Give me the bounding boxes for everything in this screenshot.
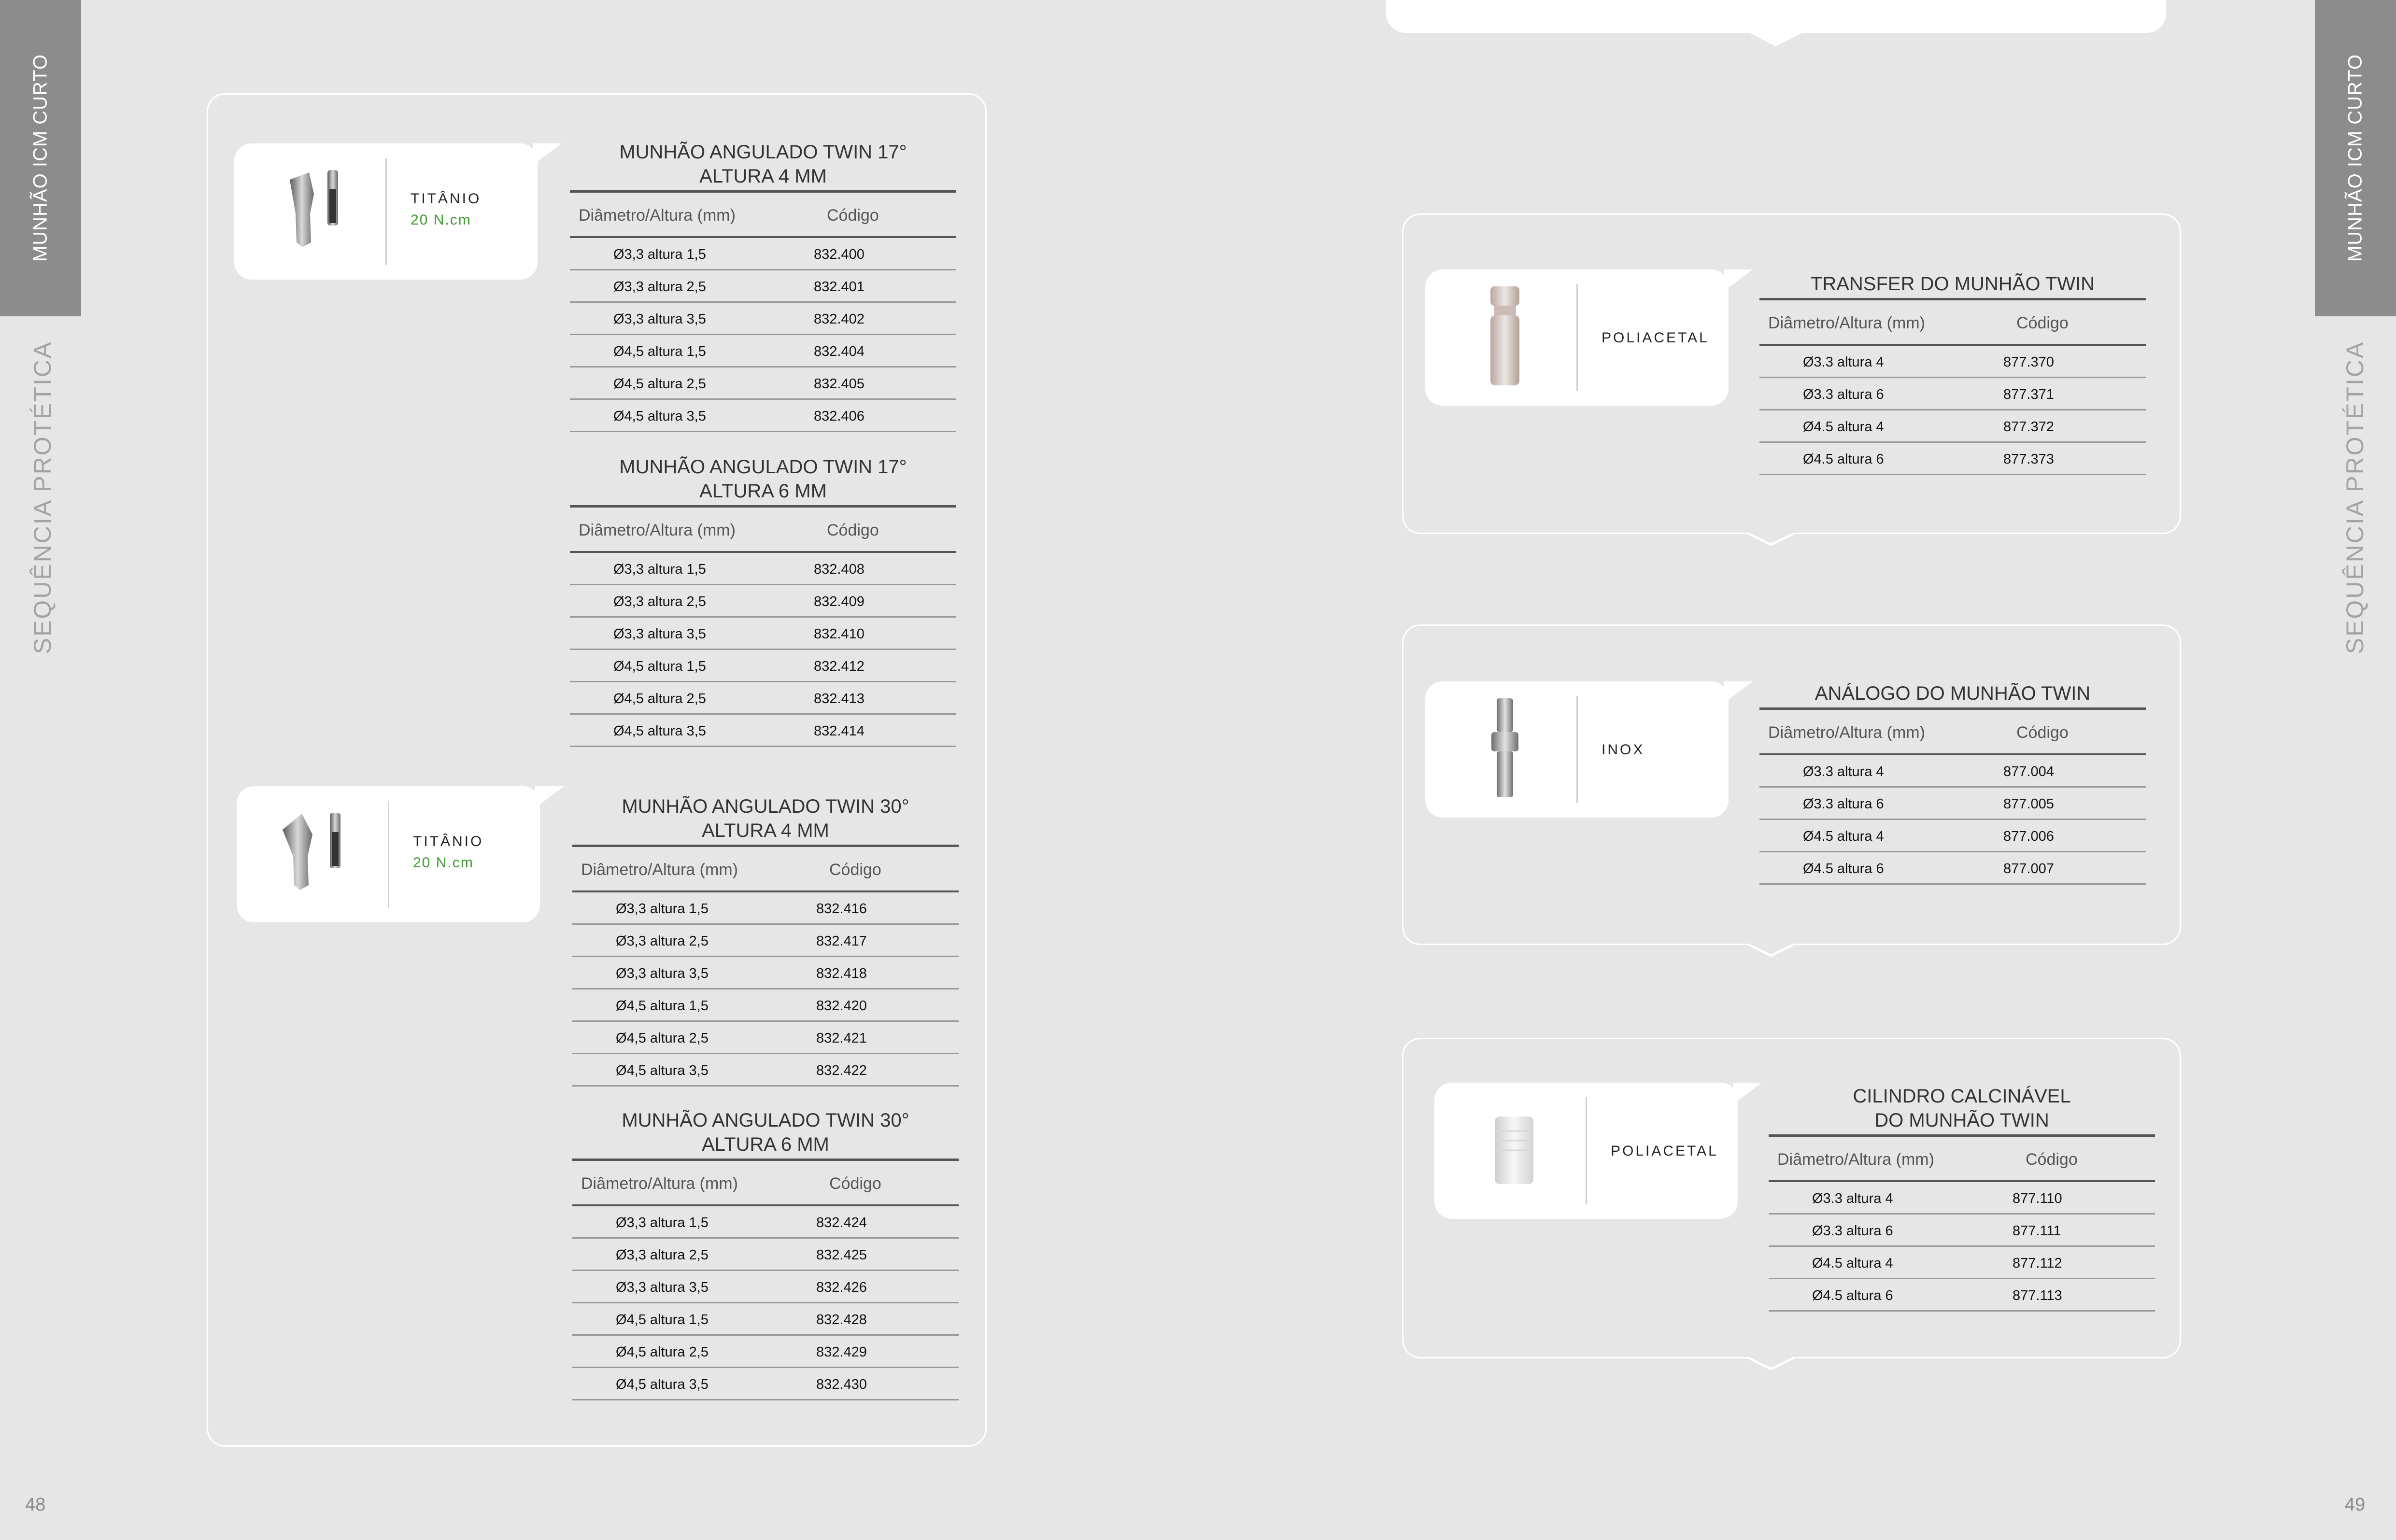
table-row: [570, 270, 956, 303]
column-header-diameter: Diâmetro/Altura (mm): [581, 861, 738, 879]
cell-diameter: Ø4,5 altura 1,5: [616, 1312, 709, 1328]
cell-diameter: Ø3.3 altura 6: [1812, 1223, 1893, 1239]
table-title-line: ALTURA 6 MM: [702, 1134, 829, 1155]
cell-code: 832.410: [814, 626, 865, 642]
material-label: INOX: [1602, 742, 1645, 758]
table-title: [1759, 681, 2146, 706]
cell-diameter: Ø4.5 altura 4: [1803, 419, 1884, 435]
cell-code: 877.373: [2003, 452, 2054, 467]
cell-code: 877.004: [2003, 764, 2054, 779]
cell-diameter: Ø3,3 altura 2,5: [613, 594, 706, 609]
table-row: [570, 682, 956, 715]
angled-abutment-17-image: [275, 165, 367, 257]
cell-diameter: Ø3.3 altura 4: [1803, 764, 1884, 779]
panel-pointer-fill: [1746, 531, 1796, 543]
table-angled-17-4mm: [570, 140, 956, 432]
cell-diameter: Ø4,5 altura 1,5: [613, 659, 706, 674]
table-title-line: TRANSFER DO MUNHÃO TWIN: [1810, 273, 2095, 295]
material-label: TITÂNIO: [411, 191, 482, 207]
table-row: [570, 238, 956, 270]
top-partial-box: [1386, 0, 2166, 33]
card-pointer: [1733, 1083, 1762, 1104]
table-row: [1769, 1279, 2155, 1312]
table-title: [1769, 1084, 2155, 1132]
table-row: [570, 618, 956, 650]
table-row: [1759, 788, 2146, 820]
table-title: [1759, 272, 2146, 296]
cell-code: 832.416: [816, 901, 867, 917]
table-row: [572, 892, 959, 925]
cell-code: 877.371: [2003, 387, 2054, 402]
table-row: [570, 303, 956, 335]
analog-image: [1481, 696, 1529, 802]
table-row: [572, 1239, 959, 1271]
cell-diameter: Ø4.5 altura 6: [1812, 1288, 1893, 1303]
table-title: [570, 140, 956, 188]
cell-code: 877.110: [2013, 1191, 2062, 1206]
torque-label: 20 N.cm: [413, 855, 474, 871]
table-angled-30-4mm: [572, 794, 959, 1087]
cell-code: 832.426: [816, 1280, 867, 1295]
cell-diameter: Ø4.5 altura 4: [1812, 1256, 1893, 1271]
card-pointer: [533, 143, 562, 165]
column-header-code: Código: [829, 1174, 881, 1193]
column-header-diameter: Diâmetro/Altura (mm): [579, 206, 736, 225]
table-row: [1759, 755, 2146, 788]
column-header-diameter: Diâmetro/Altura (mm): [1768, 314, 1925, 332]
right-page-number: 49: [2345, 1495, 2366, 1515]
table-row: [572, 1303, 959, 1336]
table-row: [570, 553, 956, 585]
cell-diameter: Ø4,5 altura 2,5: [613, 691, 706, 706]
cell-diameter: Ø4,5 altura 3,5: [616, 1377, 709, 1392]
table-row: [572, 1271, 959, 1303]
cell-code: 832.408: [814, 562, 865, 577]
material-label: TITÂNIO: [413, 834, 484, 849]
table-title-line: ALTURA 4 MM: [699, 166, 827, 187]
table-row: [572, 925, 959, 957]
table-title-line: DO MUNHÃO TWIN: [1874, 1110, 2049, 1131]
cell-code: 877.113: [2013, 1288, 2062, 1303]
cell-diameter: Ø4,5 altura 1,5: [613, 344, 706, 359]
cell-diameter: Ø3,3 altura 1,5: [613, 562, 706, 577]
table-title-line: MUNHÃO ANGULADO TWIN 30°: [622, 796, 909, 817]
card-divider: [1586, 1097, 1587, 1204]
product-card-analog: [1425, 681, 1729, 818]
table-title: [570, 455, 956, 503]
table-row: [570, 585, 956, 618]
column-header-diameter: Diâmetro/Altura (mm): [1768, 723, 1925, 742]
table-row: [1759, 443, 2146, 475]
cell-code: 877.006: [2003, 829, 2054, 844]
table-angled-30-6mm: [572, 1108, 959, 1400]
right-section-label: SEQUÊNCIA PROTÉTICA: [2341, 340, 2368, 654]
table-row: [572, 1368, 959, 1400]
cell-diameter: Ø3,3 altura 1,5: [616, 1215, 709, 1230]
table-title-line: MUNHÃO ANGULADO TWIN 30°: [622, 1110, 909, 1131]
table-row: [1769, 1247, 2155, 1279]
cell-code: 832.414: [814, 723, 865, 739]
table-title-line: ALTURA 4 MM: [702, 820, 829, 841]
cell-code: 832.425: [816, 1247, 867, 1263]
table-row: [1759, 852, 2146, 885]
table-header: [572, 847, 959, 890]
castable-cylinder-image: [1488, 1112, 1541, 1189]
cell-diameter: Ø4,5 altura 1,5: [616, 998, 709, 1014]
cell-diameter: Ø3,3 altura 1,5: [613, 247, 706, 262]
cell-diameter: Ø4,5 altura 3,5: [613, 409, 706, 424]
card-divider: [385, 158, 387, 265]
column-header-code: Código: [829, 861, 881, 879]
left-side-tab: [0, 0, 81, 316]
cell-code: 832.402: [814, 311, 865, 327]
cell-diameter: Ø4,5 altura 2,5: [616, 1031, 709, 1046]
column-header-code: Código: [2016, 314, 2069, 332]
table-header: [1759, 300, 2146, 344]
cell-diameter: Ø3,3 altura 3,5: [616, 1280, 709, 1295]
right-side-tab-label: MUNHÃO ICM CURTO: [2344, 54, 2366, 262]
card-divider: [1576, 284, 1578, 391]
table-title: [572, 794, 959, 843]
cell-diameter: Ø3,3 altura 3,5: [616, 966, 709, 981]
cell-diameter: Ø3.3 altura 6: [1803, 387, 1884, 402]
cell-code: 832.413: [814, 691, 865, 706]
table-transfer: [1759, 272, 2146, 475]
cell-diameter: Ø3.3 altura 6: [1803, 796, 1884, 812]
cell-code: 877.111: [2013, 1223, 2061, 1239]
table-title-line: MUNHÃO ANGULADO TWIN 17°: [619, 456, 907, 478]
table-row: [572, 1022, 959, 1054]
table-header: [570, 193, 956, 236]
cell-code: 832.424: [816, 1215, 867, 1230]
product-card-castable: [1434, 1083, 1738, 1219]
table-row: [572, 1054, 959, 1087]
table-row: [1759, 820, 2146, 852]
left-section-label: SEQUÊNCIA PROTÉTICA: [29, 340, 56, 654]
cell-code: 832.412: [814, 659, 865, 674]
table-row: [572, 1206, 959, 1239]
cell-code: 832.420: [816, 998, 867, 1014]
cell-code: 877.372: [2003, 419, 2054, 435]
table-row: [570, 715, 956, 747]
cell-code: 877.007: [2003, 861, 2054, 876]
table-row: [570, 650, 956, 682]
card-divider: [388, 801, 389, 908]
cell-diameter: Ø4,5 altura 3,5: [613, 723, 706, 739]
cell-diameter: Ø4.5 altura 6: [1803, 861, 1884, 876]
cell-code: 832.422: [816, 1063, 867, 1078]
panel-pointer-fill: [1746, 942, 1796, 954]
table-row: [572, 1336, 959, 1368]
column-header-diameter: Diâmetro/Altura (mm): [579, 521, 736, 539]
angled-abutment-30-image: [273, 808, 365, 900]
table-header: [570, 508, 956, 551]
torque-label: 20 N.cm: [411, 212, 471, 228]
card-pointer: [1724, 269, 1753, 291]
table-row: [570, 335, 956, 367]
table-title-line: ALTURA 6 MM: [699, 480, 827, 502]
product-card-transfer: [1425, 269, 1729, 406]
cell-code: 832.406: [814, 409, 865, 424]
top-box-pointer: [1749, 33, 1802, 46]
cell-diameter: Ø3.3 altura 4: [1812, 1191, 1893, 1206]
cell-diameter: Ø3,3 altura 2,5: [616, 933, 709, 949]
table-row: [572, 957, 959, 989]
table-header: [572, 1161, 959, 1204]
table-analog: [1759, 681, 2146, 885]
cell-code: 832.428: [816, 1312, 867, 1328]
cell-code: 832.401: [814, 279, 865, 295]
material-label: POLIACETAL: [1602, 330, 1709, 346]
cell-diameter: Ø4.5 altura 4: [1803, 829, 1884, 844]
column-header-diameter: Diâmetro/Altura (mm): [581, 1174, 738, 1193]
cell-diameter: Ø4,5 altura 3,5: [616, 1063, 709, 1078]
left-side-tab-label: MUNHÃO ICM CURTO: [29, 54, 51, 262]
cell-code: 877.370: [2003, 354, 2054, 370]
table-castable: [1769, 1084, 2155, 1312]
cell-diameter: Ø3,3 altura 1,5: [616, 901, 709, 917]
column-header-code: Código: [2016, 723, 2069, 742]
cell-code: 832.421: [816, 1031, 867, 1046]
cell-diameter: Ø3.3 altura 4: [1803, 354, 1884, 370]
cell-code: 877.112: [2013, 1256, 2062, 1271]
table-title-line: MUNHÃO ANGULADO TWIN 17°: [619, 141, 907, 163]
cell-diameter: Ø4.5 altura 6: [1803, 452, 1884, 467]
cell-diameter: Ø3,3 altura 3,5: [613, 626, 706, 642]
cell-code: 832.429: [816, 1344, 867, 1360]
cell-code: 832.417: [816, 933, 867, 949]
cell-code: 832.400: [814, 247, 865, 262]
transfer-image: [1478, 284, 1531, 390]
product-card-angled-30: [237, 786, 540, 922]
panel-pointer-fill: [1746, 1356, 1796, 1368]
table-header: [1759, 710, 2146, 753]
table-row: [1759, 378, 2146, 410]
material-label: POLIACETAL: [1611, 1143, 1718, 1159]
cell-diameter: Ø4,5 altura 2,5: [616, 1344, 709, 1360]
right-side-tab: [2315, 0, 2396, 316]
cell-code: 832.430: [816, 1377, 867, 1392]
cell-diameter: Ø4,5 altura 2,5: [613, 376, 706, 392]
cell-code: 832.409: [814, 594, 865, 609]
cell-code: 877.005: [2003, 796, 2054, 812]
table-row: [1759, 410, 2146, 443]
column-header-code: Código: [827, 206, 879, 225]
table-title-line: ANÁLOGO DO MUNHÃO TWIN: [1815, 683, 2091, 704]
left-page-number: 48: [25, 1495, 46, 1515]
card-divider: [1576, 696, 1578, 803]
column-header-diameter: Diâmetro/Altura (mm): [1777, 1150, 1934, 1169]
card-pointer: [535, 786, 564, 808]
table-title-line: CILINDRO CALCINÁVEL: [1853, 1086, 2071, 1107]
column-header-code: Código: [827, 521, 879, 539]
cell-diameter: Ø3,3 altura 2,5: [616, 1247, 709, 1263]
cell-code: 832.418: [816, 966, 867, 981]
cell-code: 832.405: [814, 376, 865, 392]
table-row: [570, 367, 956, 400]
cell-code: 832.404: [814, 344, 865, 359]
table-row: [1769, 1215, 2155, 1247]
cell-diameter: Ø3,3 altura 2,5: [613, 279, 706, 295]
product-card-angled-17: [234, 143, 538, 280]
table-angled-17-6mm: [570, 455, 956, 747]
table-row: [1759, 346, 2146, 378]
table-row: [1769, 1182, 2155, 1215]
cell-diameter: Ø3,3 altura 3,5: [613, 311, 706, 327]
table-header: [1769, 1137, 2155, 1180]
table-row: [570, 400, 956, 432]
table-title: [572, 1108, 959, 1157]
column-header-code: Código: [2026, 1150, 2078, 1169]
table-row: [572, 989, 959, 1022]
card-pointer: [1724, 681, 1753, 703]
